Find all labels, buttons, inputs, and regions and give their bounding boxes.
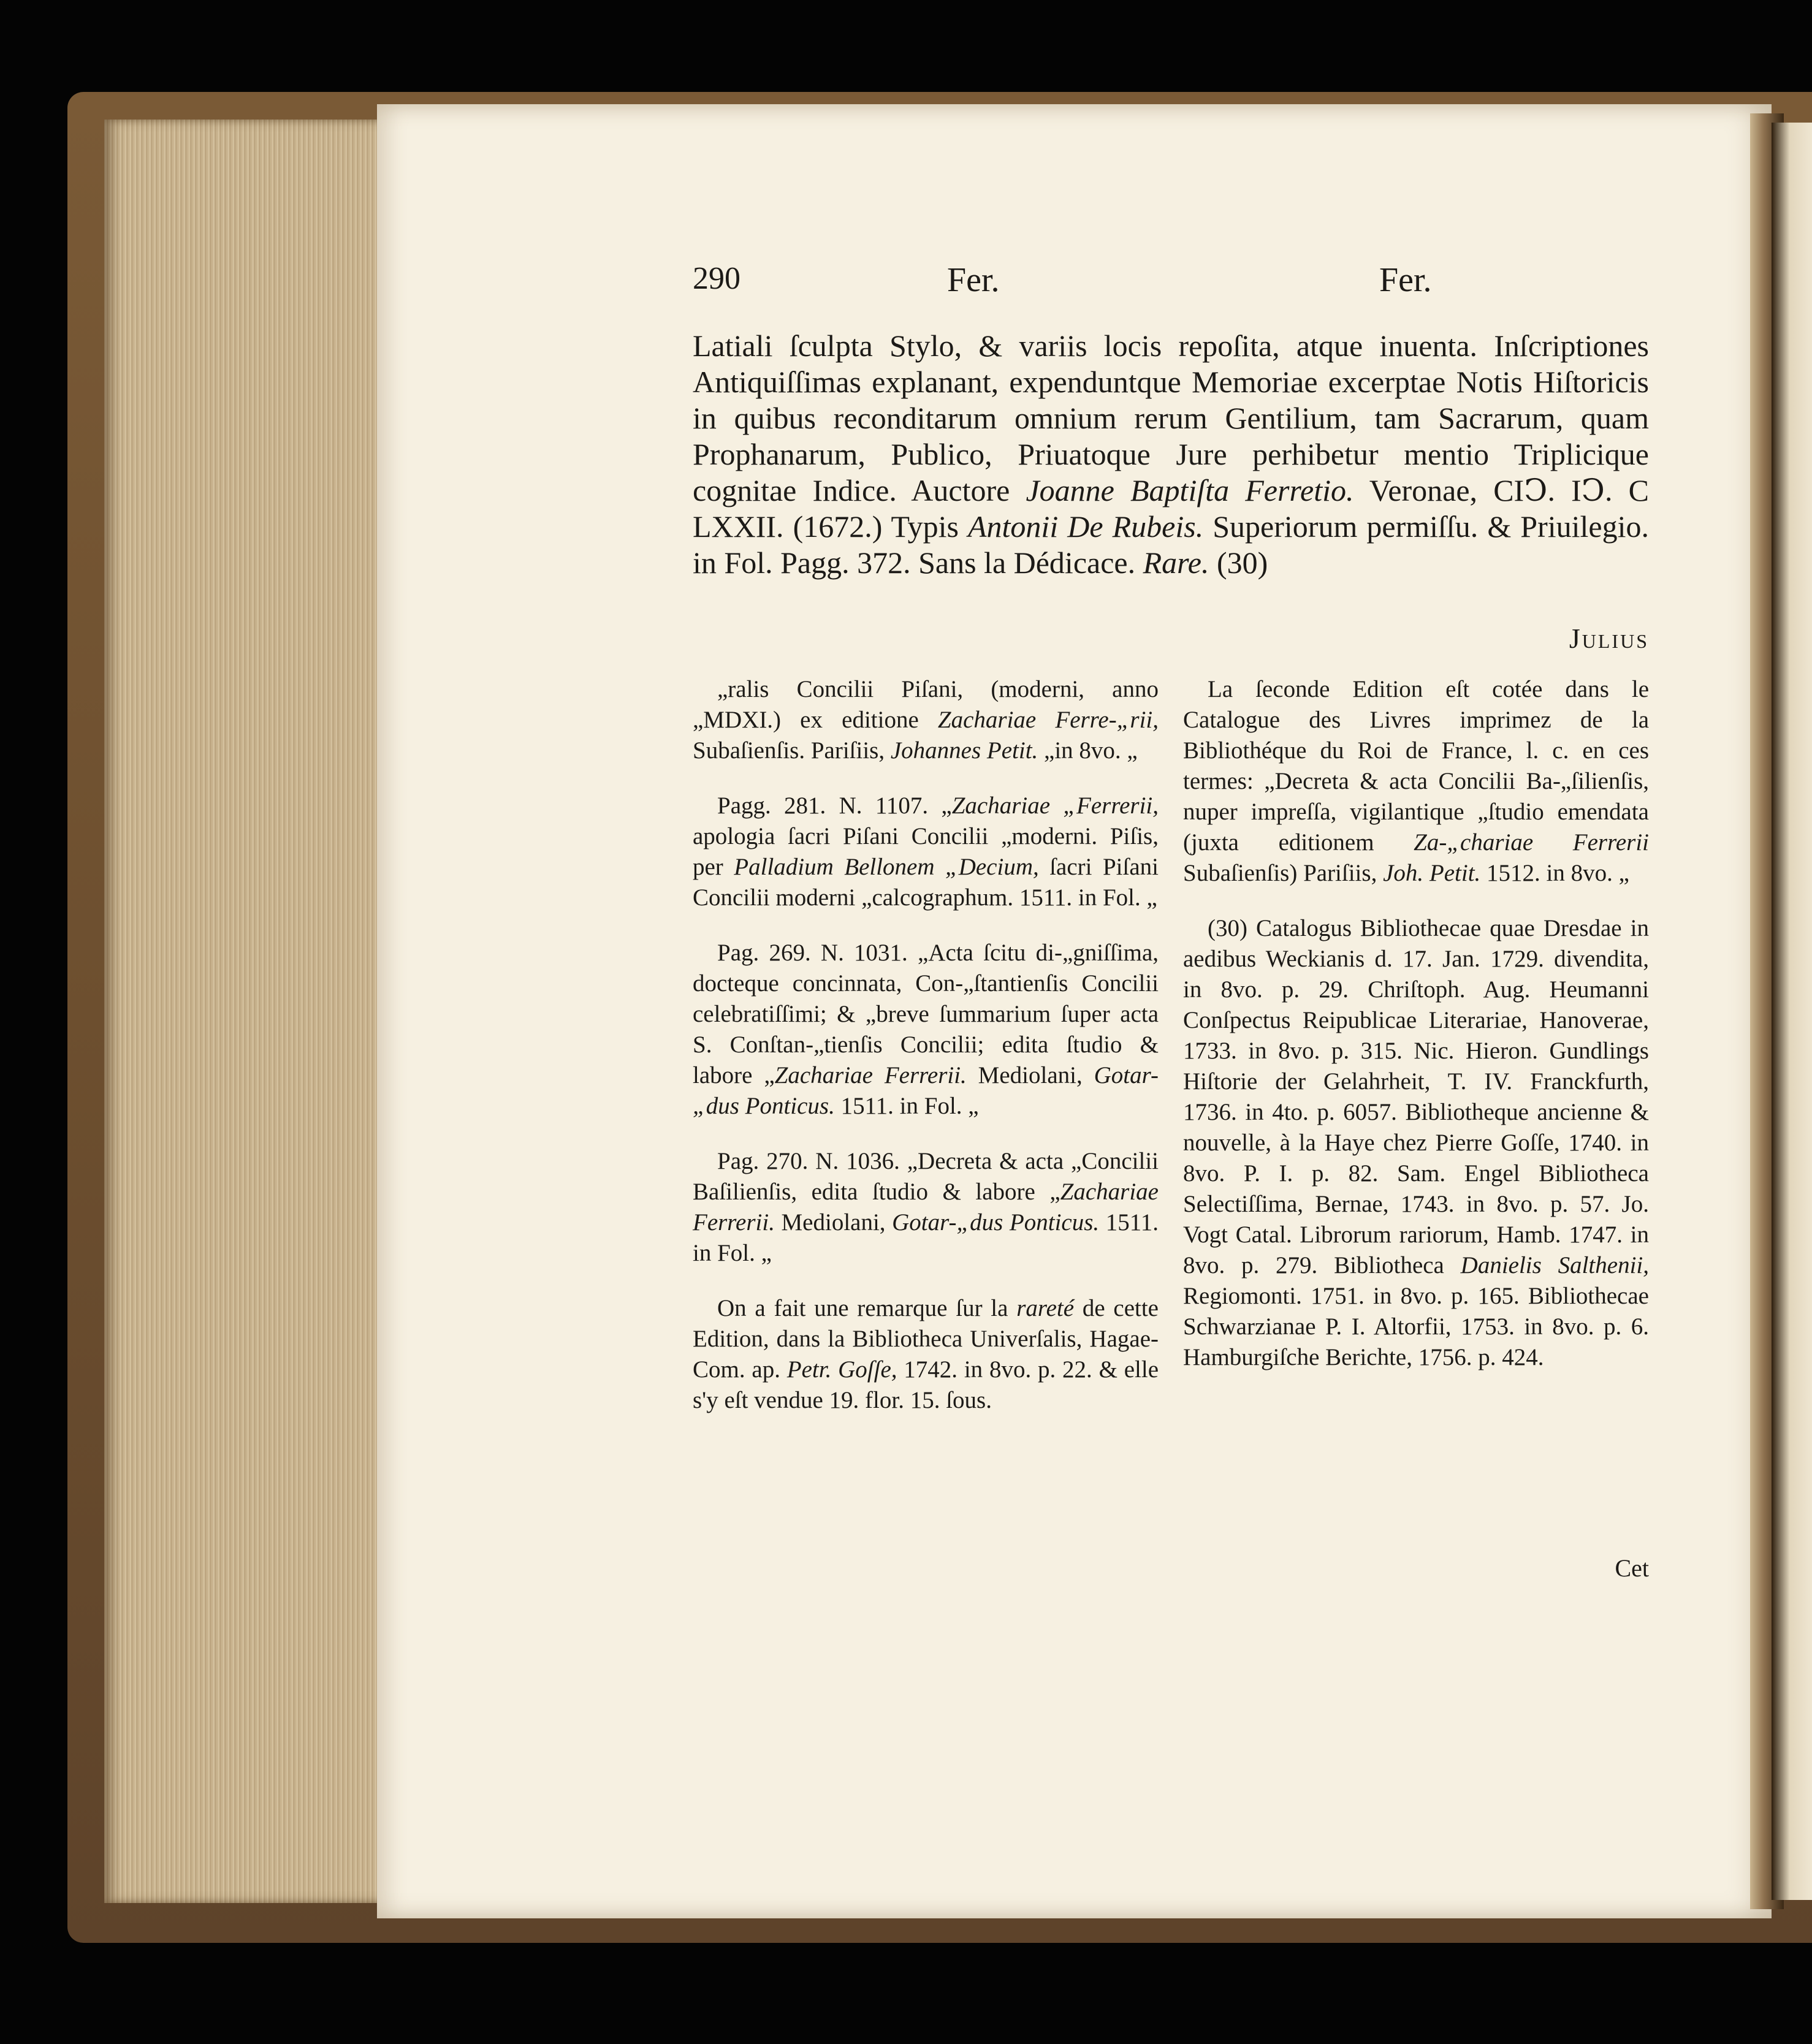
roman-text: ſacri Piſani Concilii moderni „calcographum. 1511. in Fol. „ (693, 854, 1159, 911)
italic-text: Zachariae Ferre-„rii, (937, 707, 1159, 733)
roman-text: 1511. in Fol. „ (693, 1209, 1159, 1266)
running-head-left: Fer. (947, 261, 1000, 299)
roman-text: Regiomonti. 1751. in 8vo. p. 165. Bibliothecae Schwarzianae P. I. Altorfii, 1753. in 8vo. p. 6. Hamburgiſche Berichte, 1756. p. 424. (1183, 1283, 1649, 1370)
column-paragraph (693, 1146, 1159, 1269)
roman-text: 1742. in 8vo. p. 22. & elle s'y eſt vendue 19. flor. 15. ſous. (693, 1356, 1159, 1413)
top-text-italic: Rare. (1143, 545, 1209, 580)
running-head-right: Fer. (1379, 261, 1432, 299)
column-paragraph (1183, 913, 1649, 1373)
roman-text: On a fait une remarque ſur la (717, 1295, 1017, 1321)
italic-text: Joh. Petit. (1383, 860, 1481, 886)
top-text-roman: Superiorum permiſſu. & Priuilegio. in Fol. Pagg. 372. Sans la Dédicace. (693, 509, 1649, 580)
top-text-roman: (30) (1209, 545, 1268, 580)
roman-text: Mediolani, (966, 1062, 1094, 1088)
roman-text: de cette Edition, dans la Bibliotheca Univerſalis, Hagae-Com. ap. (693, 1295, 1159, 1383)
top-paragraph (693, 328, 1649, 581)
roman-text: Subaſienſis) Pariſiis, (1183, 860, 1384, 886)
page-edges (104, 120, 386, 1903)
catchword-julius: Julius (1569, 623, 1649, 654)
roman-text: „in 8vo. „ (1038, 737, 1138, 764)
roman-text: apologia ſacri Piſani Concilii „moderni. Piſis, per (693, 823, 1159, 880)
roman-text: „ralis Concilii Piſani, (moderni, anno „MDXI.) ex editione (693, 676, 1159, 733)
column-paragraph (693, 1293, 1159, 1416)
catchword-cet: Cet (1615, 1554, 1649, 1582)
italic-text: Gotar-„dus Ponticus. (693, 1062, 1159, 1119)
italic-text: Petr. Goſſe, (786, 1356, 897, 1383)
column-paragraph (693, 674, 1159, 766)
roman-text: Pag. 269. N. 1031. „Acta ſcitu di-„gniſſima, docteque concinnata, Con-„ſtantienſis Concilii celebratiſſimi; & „breve ſummarium ſuper acta S. Conſtan-„tienſis Concilii; edita ſtudio & labore „ (693, 940, 1159, 1088)
column-paragraph (1183, 674, 1649, 889)
italic-text: Danielis Salthenii, (1460, 1252, 1649, 1278)
page-number: 290 (693, 261, 740, 296)
column-paragraph (693, 791, 1159, 913)
roman-text: Pagg. 281. N. 1107. „ (717, 792, 952, 819)
top-text-italic: Antonii De Rubeis. (968, 509, 1204, 544)
italic-text: Johannes Petit. (890, 737, 1038, 764)
column-paragraph (693, 938, 1159, 1122)
roman-text: Pag. 270. N. 1036. „Decreta & acta „Concilii Baſilienſis, edita ſtudio & labore „ (693, 1148, 1159, 1205)
top-text-roman: Latiali ſculpta Stylo, & variis locis repoſita, atque inuenta. Inſcriptiones Antiquiſſimas explanant, expenduntque Memoriae excerptae Notis Hiſtoricis in quibus reconditarum omnium rerum Gentilium, tam Sacrarum, quam Prophanarum, Publico, Priuatoque Jure perhibetur mentio Triplicique cognitae Indice. Auctore (693, 329, 1649, 507)
top-text-roman: Veronae, CIↃ. IↃ. C LXXII. (1672.) Typis (693, 473, 1649, 544)
right-column (1183, 674, 1649, 1397)
roman-text: 1511. in Fol. „ (834, 1093, 979, 1119)
italic-text: rareté (1016, 1295, 1075, 1321)
italic-text: Palladium Bellonem „Decium, (734, 854, 1039, 880)
italic-text: Zachariae „Ferrerii, (951, 792, 1159, 819)
italic-text: Gotar-„dus Ponticus. (892, 1209, 1100, 1236)
italic-text: Zachariae Ferrerii. (693, 1179, 1159, 1236)
italic-text: Zachariae Ferrerii. (774, 1062, 967, 1088)
italic-text: Za-„chariae Ferrerii (1414, 829, 1649, 856)
roman-text: La ſeconde Edition eſt cotée dans le Catalogue des Livres imprimez de la Bibliothéque du Roi de France, l. c. en ces termes: „Decreta & acta Concilii Ba-„ſilienſis, nuper impreſſa, vigilantique „ſtudio emendata (juxta editionem (1183, 676, 1649, 856)
facing-page-edge (1772, 123, 1812, 1900)
roman-text: 1512. in 8vo. „ (1480, 860, 1629, 886)
roman-text: Subaſienſis. Pariſiis, (693, 737, 891, 764)
roman-text: Mediolani, (774, 1209, 893, 1236)
left-column (693, 674, 1159, 1440)
top-text-italic: Joanne Baptiſta Ferretio. (1026, 473, 1354, 507)
roman-text: (30) Catalogus Bibliothecae quae Dresdae in aedibus Weckianis d. 17. Jan. 1729. divendita, in 8vo. p. 29. Chriſtoph. Aug. Heumanni Conſpectus Reipublicae Literariae, Hanoverae, 1733. in 8vo. p. 315. Nic. Hieron. Gundlings Hiſtorie der Gelahrheit, T. IV. Franckfurth, 1736. in 4to. p. 6057. Bibliotheque ancienne & nouvelle, à la Haye chez Pierre Goſſe, 1740. in 8vo. P. I. p. 82. Sam. Engel Bibliotheca Selectiſſima, Bernae, 1743. in 8vo. p. 57. Jo. Vogt Catal. Librorum rariorum, Hamb. 1747. in 8vo. p. 279. Bibliotheca (1183, 915, 1649, 1278)
